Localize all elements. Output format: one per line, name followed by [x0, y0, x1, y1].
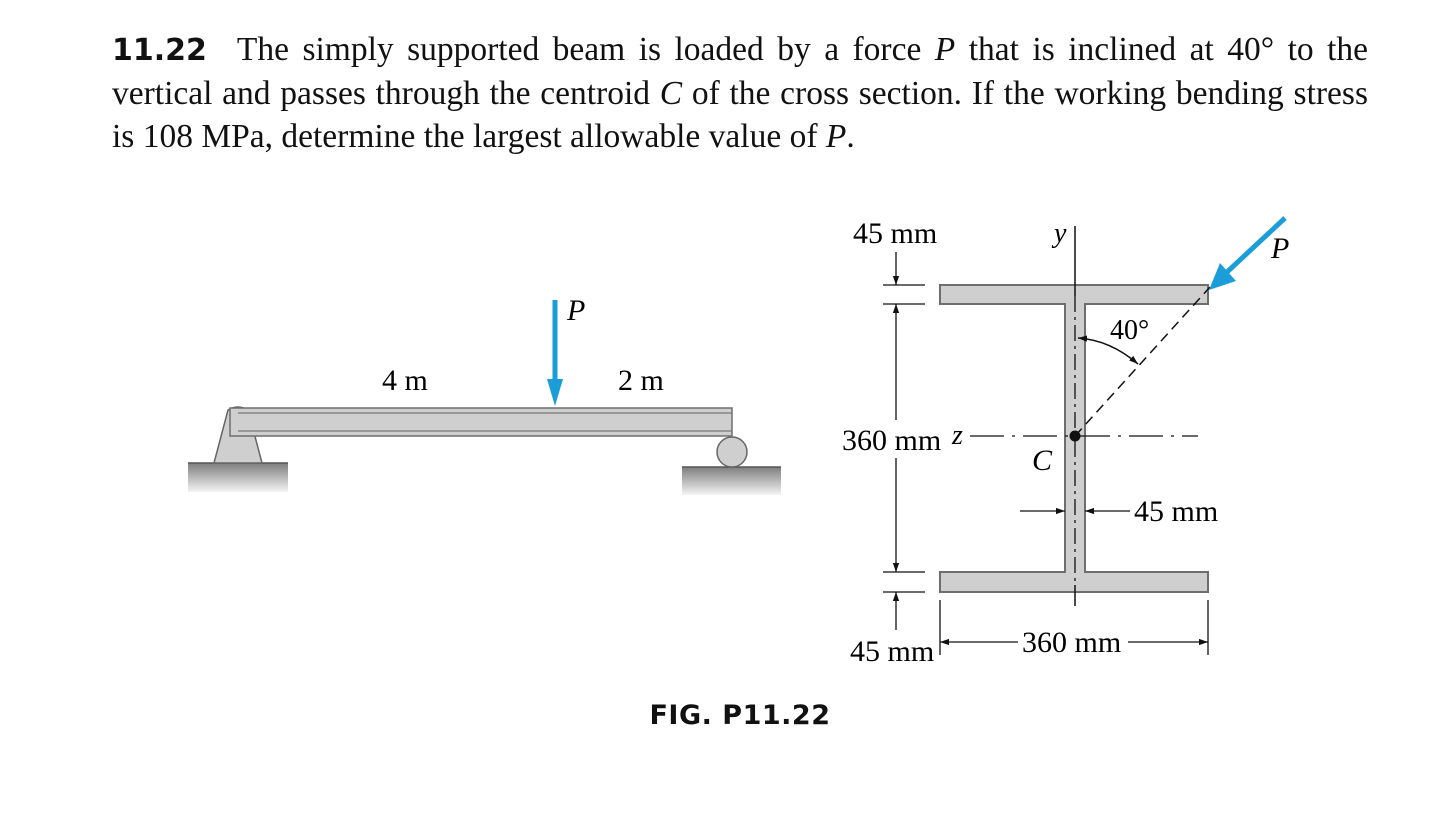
bottom-flange-thickness-label: 45 mm — [850, 635, 935, 668]
left-span-label: 4 m — [382, 364, 428, 397]
web-thickness-label: 45 mm — [1134, 495, 1219, 528]
problem-text-3: of the cross section. If the working bending stress is 108 MPa, determine the largest allowable value of — [112, 75, 1368, 155]
y-axis-label: y — [1054, 218, 1067, 249]
z-axis-label: z — [952, 420, 963, 451]
beam-load-label: P — [567, 294, 586, 327]
centroid-point — [1070, 431, 1081, 442]
web-height-label: 360 mm — [842, 424, 942, 457]
figure-caption-label: FIG. — [649, 700, 723, 731]
right-span-label: 2 m — [618, 364, 664, 397]
problem-text-1: The simply supported beam is loaded by a force — [236, 31, 935, 68]
section-force-label: P — [1271, 232, 1290, 265]
variable-p: P — [934, 31, 956, 68]
problem-text-2: that is inclined at 40° to the vertical and passes through the centroid — [112, 31, 1369, 112]
top-flange-thickness-label: 45 mm — [853, 217, 938, 250]
beam — [230, 408, 732, 436]
centroid-label: C — [1032, 444, 1053, 477]
angle-label: 40° — [1110, 315, 1150, 346]
roller-support — [717, 437, 747, 467]
right-ground — [682, 467, 781, 495]
force-line-of-action — [1075, 287, 1210, 436]
figure-caption-number: P11.22 — [722, 700, 831, 731]
problem-text-4: . — [846, 118, 855, 155]
variable-p-second: P — [825, 118, 847, 155]
cross-section — [842, 217, 1289, 668]
figure-caption — [0, 700, 1440, 731]
beam-diagram — [188, 294, 781, 495]
problem-number: 11.22 — [112, 33, 207, 68]
flange-width-label: 360 mm — [1022, 626, 1122, 659]
beam-force-arrowhead — [547, 379, 563, 406]
left-ground — [188, 463, 288, 492]
variable-c: C — [659, 75, 683, 112]
